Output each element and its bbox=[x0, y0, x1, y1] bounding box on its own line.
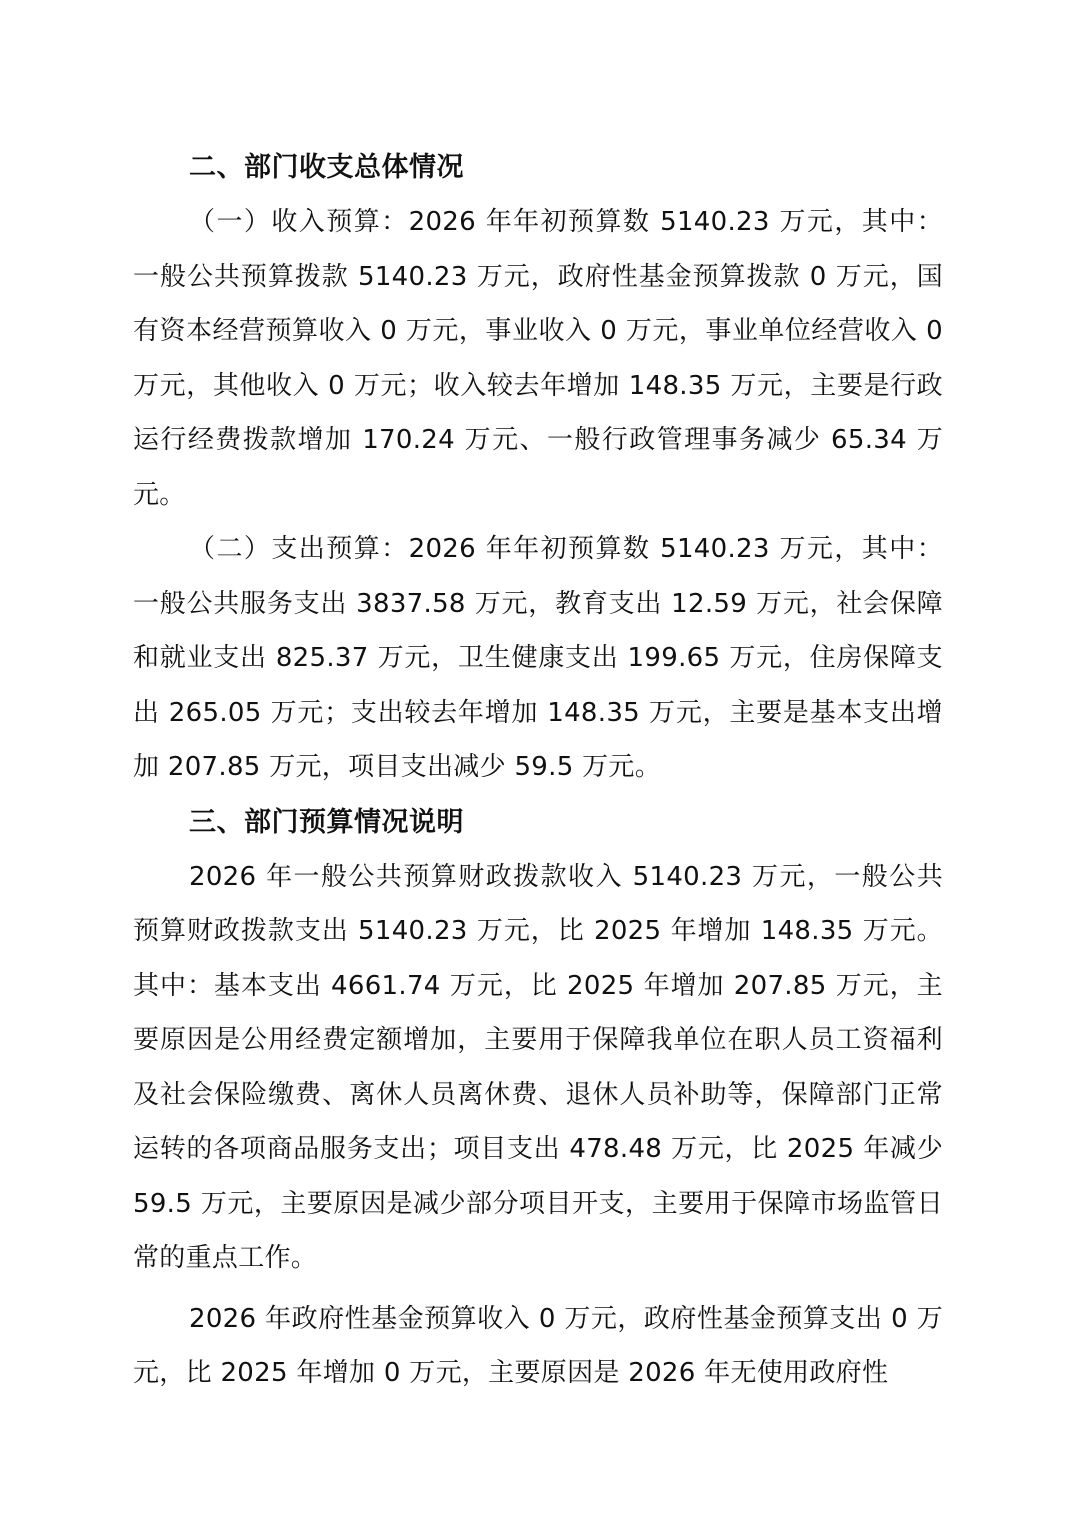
income-budget-paragraph: （一）收入预算：2026 年年初预算数 5140.23 万元，其中：一般公共预算拨款 5140.23 万元，政府性基金预算拨款 0 万元，国有资本经营预算收入 0 万元，事业收入 0 万元，事业单位经营收入 0 万元，其他收入 0 万元；收入较去年增加 148.35 万元，主要是行政运行经费拨款增加 170.24 万元、一般行政管理事务减少 65.34 万元。 bbox=[133, 207, 943, 510]
section-heading-budget-explanation: 三、部门预算情况说明 bbox=[189, 806, 464, 838]
document-page bbox=[133, 140, 943, 1401]
expense-budget-paragraph: （二）支出预算：2026 年年初预算数 5140.23 万元，其中：一般公共服务支出 3837.58 万元，教育支出 12.59 万元，社会保障和就业支出 825.37 万元，卫生健康支出 199.65 万元，住房保障支出 265.05 万元；支出较去年增加 148.35 万元，主要是基本支出增加 207.85 万元，项目支出减少 59.5 万元。 bbox=[133, 534, 943, 782]
section-heading-overall-budget: 二、部门收支总体情况 bbox=[189, 152, 464, 183]
general-public-budget-paragraph: 2026 年一般公共预算财政拨款收入 5140.23 万元，一般公共预算财政拨款支出 5140.23 万元，比 2025 年增加 148.35 万元。其中：基本支出 4661.74 万元，比 2025 年增加 207.85 万元，主要原因是公用经费定额增加，主要用于保障我单位在职人员工资福利及社会保险缴费、离休人员离休费、退休人员补助等，保障部门正常运转的各项商品服务支出；项目支出 478.48 万元，比 2025 年减少 59.5 万元，主要原因是减少部分项目开支，主要用于保障市场监管日常的重点工作。 bbox=[133, 861, 943, 1273]
government-fund-budget-paragraph: 2026 年政府性基金预算收入 0 万元，政府性基金预算支出 0 万元，比 2025 年增加 0 万元，主要原因是 2026 年无使用政府性 bbox=[133, 1303, 943, 1388]
